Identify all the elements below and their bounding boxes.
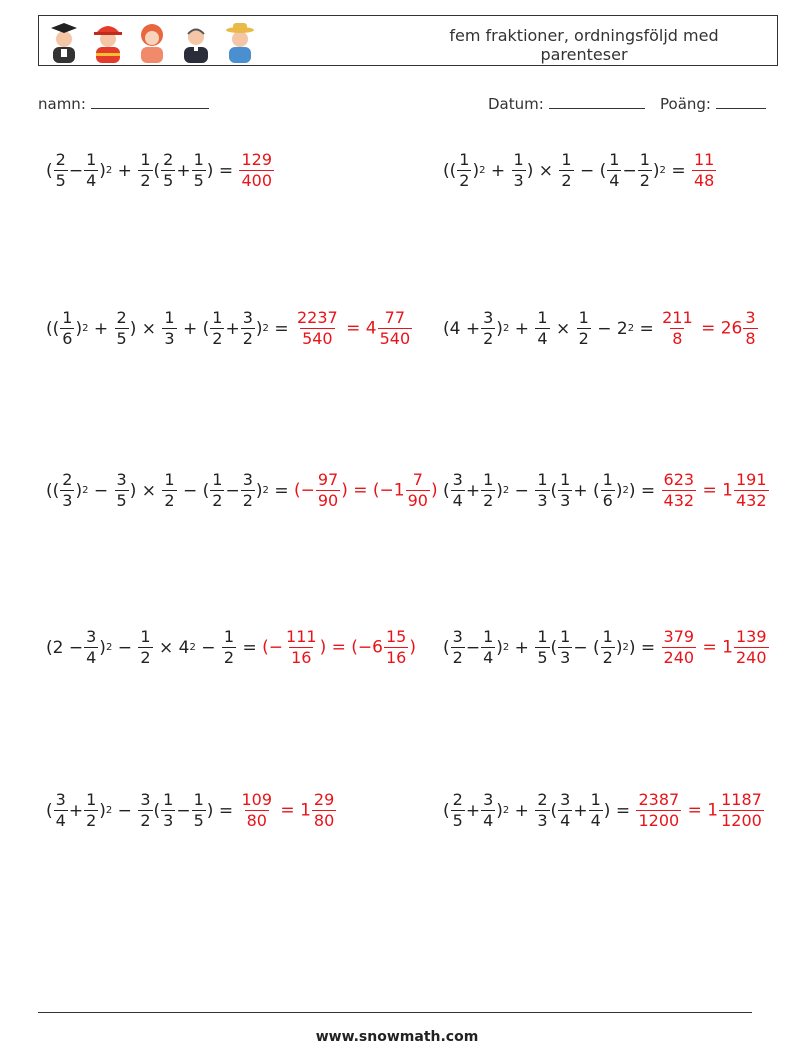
problem-4: (4 + $\frac{3}{2}$ ) 2 + $\frac{1}{4}$ × $\frac{1}{2}$ − 2 2 = $\frac{211}{8}$ = 26 $\frac{3}{8}$: [443, 308, 759, 349]
worksheet-title: fem fraktioner, ordningsföljd med parenteser: [449, 26, 719, 64]
name-field[interactable]: [38, 94, 209, 113]
problem-10: ( $\frac{2}{5}$ + $\frac{3}{4}$ ) 2 + $\frac{2}{3}$ ( $\frac{3}{4}$ + $\frac{1}{4}$ ) = $\frac{2387}{1200}$ = 1 $\frac{1187}{1200}$: [443, 790, 765, 831]
footer-divider: [38, 1012, 752, 1013]
worksheet-header: [38, 15, 778, 66]
answer-3: $\frac{2237}{540}$ = 4 $\frac{77}{540}$: [296, 308, 411, 348]
problem-6: ( $\frac{3}{4}$ + $\frac{1}{2}$ ) 2 − $\frac{1}{3}$ ( $\frac{1}{3}$ + ( $\frac{1}{6}$ ) 2 ) = $\frac{623}{432}$ = 1 $\frac{191}{432}$: [443, 470, 770, 511]
answer-10: $\frac{2387}{1200}$ = 1 $\frac{1187}{1200}$: [638, 790, 762, 830]
answer-4: $\frac{211}{8}$ = 26 $\frac{3}{8}$: [662, 308, 756, 348]
date-field[interactable]: [488, 94, 645, 113]
farmer-avatar-icon: [223, 19, 257, 63]
problem-9: ( $\frac{3}{4}$ + $\frac{1}{2}$ ) 2 − $\frac{3}{2}$ ( $\frac{1}{3}$ − $\frac{1}{5}$ ) = $\frac{109}{80}$ = 1 $\frac{29}{80}$: [46, 790, 337, 831]
score-field[interactable]: [660, 94, 766, 113]
problem-8: ( $\frac{3}{2}$ − $\frac{1}{4}$ ) 2 + $\frac{1}{5}$ ( $\frac{1}{3}$ − ( $\frac{1}{2}$ ) 2 ) = $\frac{379}{240}$ = 1 $\frac{139}{240}$: [443, 627, 770, 668]
score-line[interactable]: [716, 94, 766, 109]
problem-3: (( $\frac{1}{6}$ ) 2 + $\frac{2}{5}$ ) × $\frac{1}{3}$ + ( $\frac{1}{2}$ + $\frac{3}{2}$ ) 2 = $\frac{2237}{540}$ = 4 $\frac{77}{540}$: [46, 308, 413, 349]
date-line[interactable]: [549, 94, 645, 109]
problem-2: (( $\frac{1}{2}$ ) 2 + $\frac{1}{3}$ ) × $\frac{1}{2}$ − ( $\frac{1}{4}$ − $\frac{1}{2}$ ) 2 = $\frac{11}{48}$: [443, 150, 717, 191]
answer-6: $\frac{623}{432}$ = 1 $\frac{191}{432}$: [663, 470, 767, 510]
graduate-avatar-icon: [47, 19, 81, 63]
firefighter-avatar-icon: [91, 19, 125, 63]
name-label: namn:: [38, 95, 86, 113]
woman-avatar-icon: [135, 19, 169, 63]
score-label: Poäng:: [660, 95, 711, 113]
date-label: Datum:: [488, 95, 544, 113]
name-line[interactable]: [91, 94, 209, 109]
footer-url[interactable]: www.snowmath.com: [315, 1029, 479, 1045]
answer-1: $\frac{129}{400}$: [241, 150, 273, 190]
problem-1: ( $\frac{2}{5}$ − $\frac{1}{4}$ ) 2 + $\frac{1}{2}$ ( $\frac{2}{5}$ + $\frac{1}{5}$ ) = $\frac{129}{400}$: [46, 150, 275, 191]
avatar-row: [47, 19, 257, 63]
priest-avatar-icon: [179, 19, 213, 63]
answer-2: $\frac{11}{48}$: [693, 150, 715, 190]
problem-5: (( $\frac{2}{3}$ ) 2 − $\frac{3}{5}$ ) × $\frac{1}{2}$ − ( $\frac{1}{2}$ − $\frac{3}{2}$ ) 2 = (− $\frac{97}{90}$ ) = (−1 $\frac{7}{90}$ ): [46, 470, 438, 510]
answer-5: (− $\frac{97}{90}$ ) = (−1 $\frac{7}{90}$ ): [293, 470, 438, 510]
answer-7: (− $\frac{111}{16}$ ) = (−6 $\frac{15}{16}$ ): [262, 627, 416, 667]
answer-9: $\frac{109}{80}$ = 1 $\frac{29}{80}$: [241, 790, 335, 830]
answer-8: $\frac{379}{240}$ = 1 $\frac{139}{240}$: [663, 627, 767, 667]
problem-7: (2 − $\frac{3}{4}$ ) 2 − $\frac{1}{2}$ × 4 2 − $\frac{1}{2}$ = (− $\frac{111}{16}$ ) = (−6 $\frac{15}{16}$ ): [46, 627, 416, 667]
